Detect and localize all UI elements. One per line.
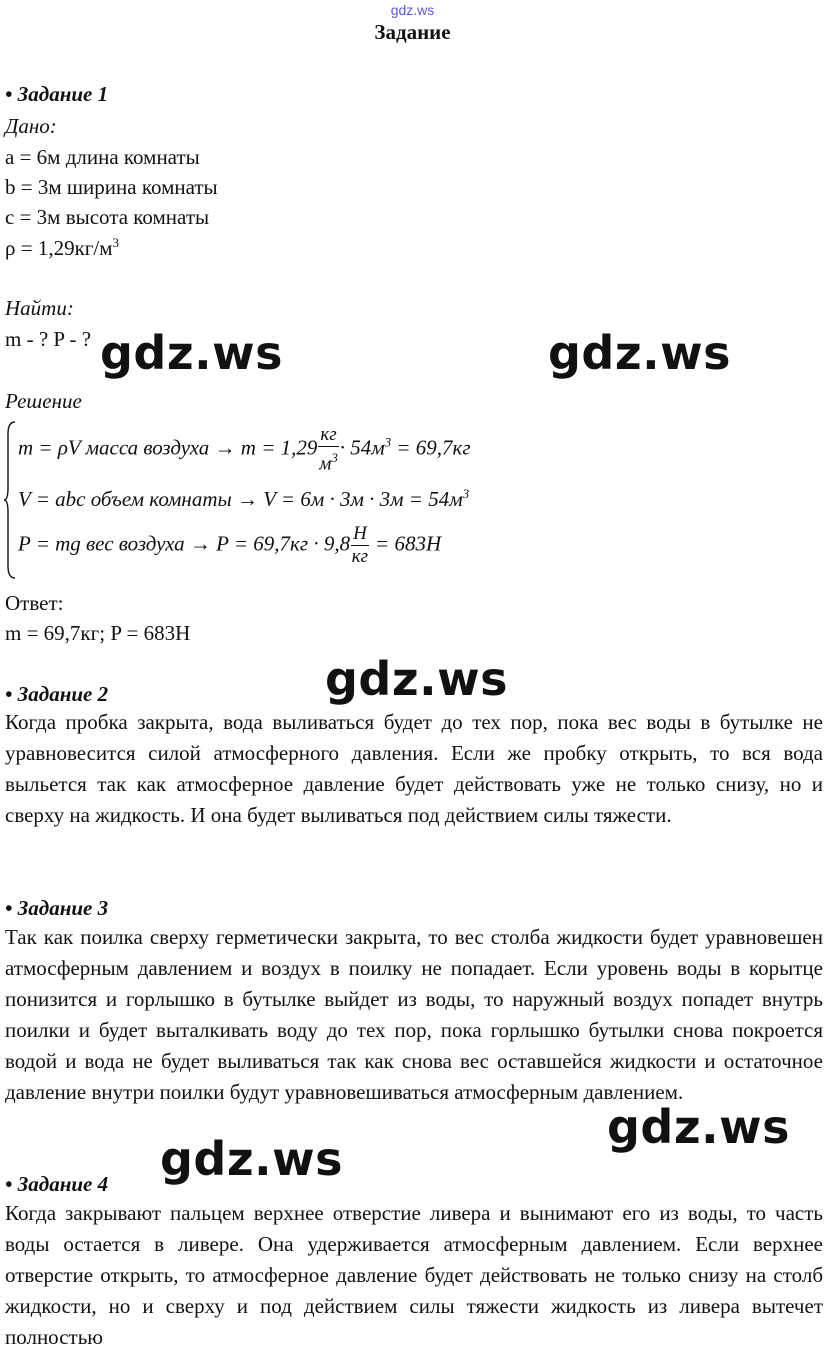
answer-label: Ответ: (5, 591, 64, 615)
system-brace (3, 420, 17, 580)
given-label: Дано: (5, 114, 57, 138)
task-3-heading: • Задание 3 (5, 896, 109, 920)
watermark: gdz.ws (160, 1132, 343, 1186)
task-1-heading: • Задание 1 (5, 82, 109, 106)
watermark: gdz.ws (100, 326, 283, 380)
equation-volume: V = abc объем комнаты → $V = 6м \cdot 3м \cdot 3м = 54м^3$ (18, 486, 470, 511)
task-2-text: Когда пробка закрыта, вода выливаться будет до тех пор, пока вес воды в бутылке не уравновесится силой атмосферного давления. Если же пробку открыть, то вся вода выльется так как атмосферное давление будет действовать уже не только снизу, но и сверху на жидкость. И она будет выливаться под действием силы тяжести. (5, 710, 823, 827)
given-line-a: a = 6м длина комнаты (5, 145, 200, 169)
solution-label: Решение (5, 389, 82, 413)
watermark: gdz.ws (325, 652, 508, 706)
equation-mass: m = ρV масса воздуха → m = 1,29 $\frac{кг}{м^3}$ · $54м^3 = 69,7кг$ (18, 424, 471, 475)
task-4-text: Когда закрывают пальцем верхнее отверстие ливера и вынимают его из воды, то часть воды остается в ливере. Она удерживается атмосферным давлением. Если верхнее отверстие открыть, то атмосферное давление будет действовать не только снизу на столб жидкости, но и сверху и под действием силы тяжести жидкость из ливера вытечет полностью (5, 1201, 823, 1349)
page-title: Задание (374, 20, 451, 44)
find-line: m - ? P - ? (5, 327, 92, 351)
watermark: gdz.ws (607, 1100, 790, 1154)
given-line-rho: $\rho = 1,29кг/м^3$ (5, 235, 120, 260)
task-2-heading: • Задание 2 (5, 682, 109, 706)
given-line-b: b = 3м ширина комнаты (5, 175, 218, 199)
task-4-heading: • Задание 4 (5, 1172, 109, 1196)
given-line-c: c = 3м высота комнаты (5, 205, 210, 229)
watermark: gdz.ws (548, 326, 731, 380)
equation-weight: P = mg вес воздуха → P = 69,7кг · 9,8 $\frac{Н}{кг}$ = 683Н (18, 523, 442, 567)
site-url[interactable]: gdz.ws (390, 2, 435, 18)
task-3-text: Так как поилка сверху герметически закрыта, то вес столба жидкости будет уравновешен атмосферным давлением и воздух в поилку не попадает. Если уровень воды в корытце понизится и горлышко в бутылке выйдет из воды, то наружный воздух попадет внутрь поилки и будет выталкивать воду до тех пор, пока горлышко бутылки снова покроется водой и вода не будет выливаться так как снова вес оставшейся жидкости и остаточное давление внутри поилки будут уравновешиваться атмосферным давлением. (5, 925, 823, 1104)
answer-line: m = 69,7кг; P = 683Н (5, 621, 191, 645)
find-label: Найти: (5, 296, 74, 320)
